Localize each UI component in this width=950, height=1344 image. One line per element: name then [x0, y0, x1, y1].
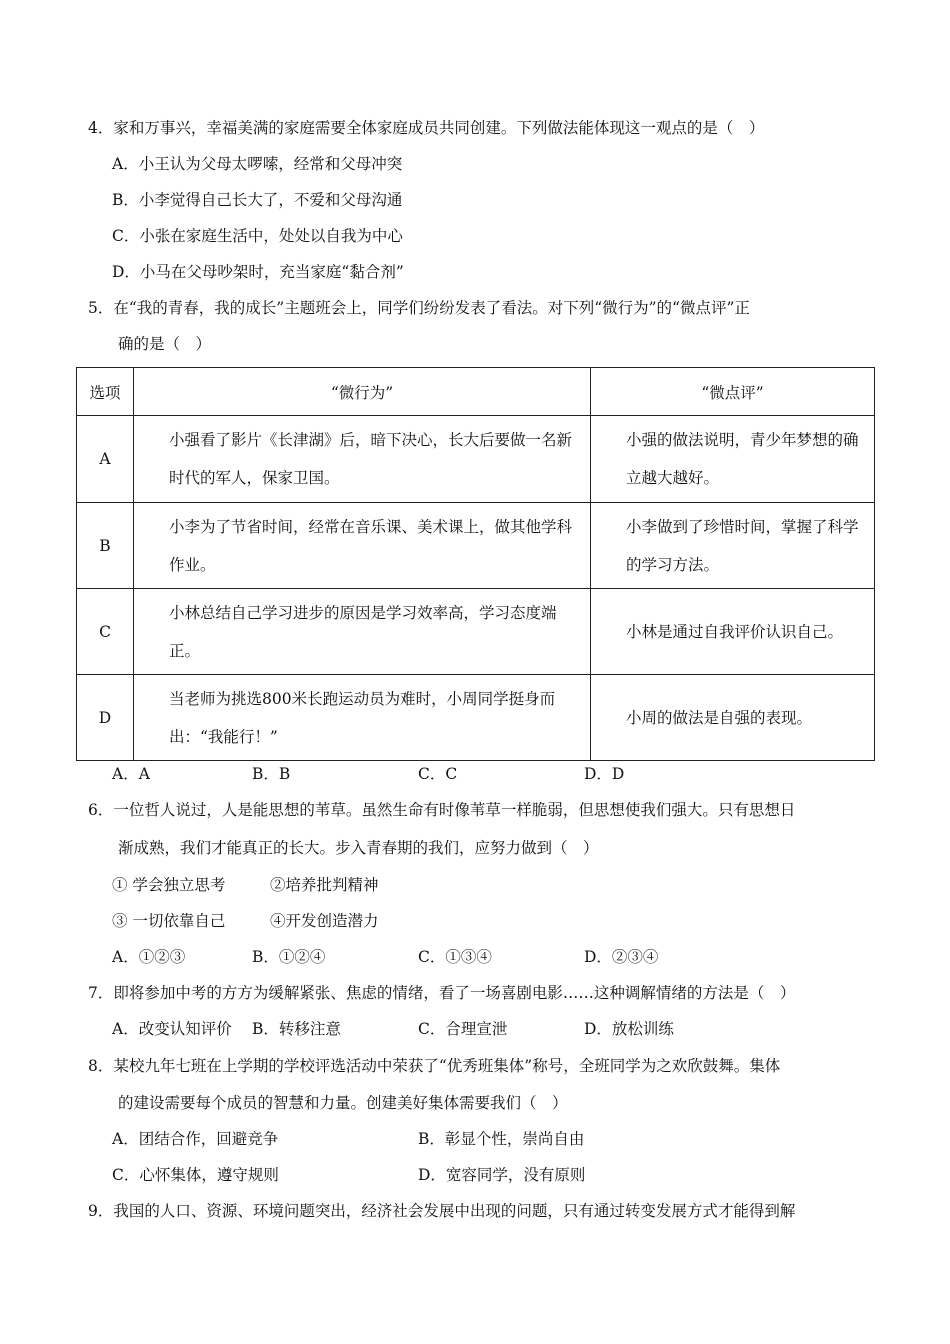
question-5-stem-line2: 确的是（ ）	[118, 335, 212, 353]
table-header-behavior: “微行为”	[134, 368, 591, 416]
table-cell-option: A	[77, 416, 134, 503]
question-6-stem-line2: 渐成熟，我们才能真正的长大。步入青春期的我们，应努力做到（ ）	[118, 839, 599, 857]
question-6-option-b: B．①②④	[252, 948, 326, 966]
question-6-item-4: ④开发创造潜力	[270, 912, 379, 930]
table-header-row	[77, 368, 875, 416]
question-7-option-d: D．放松训练	[584, 1020, 674, 1038]
table-header-option: 选项	[77, 368, 134, 416]
question-8-option-d: D．宽容同学，没有原则	[418, 1166, 586, 1184]
table-header-comment: “微点评”	[591, 368, 875, 416]
question-5-stem-line1: 5．在“我的青春，我的成长”主题班会上，同学们纷纷发表了看法。对下列“微行为”的“微点评”正	[88, 299, 750, 317]
table-cell-behavior: 小李为了节省时间，经常在音乐课、美术课上，做其他学科作业。	[134, 503, 591, 589]
question-7-option-b: B．转移注意	[252, 1020, 341, 1038]
question-8-option-c: C．心怀集体，遵守规则	[112, 1166, 279, 1184]
question-5-table	[76, 367, 875, 761]
question-6-item-2: ②培养批判精神	[270, 876, 379, 894]
table-row	[77, 589, 875, 675]
question-6-option-a: A．①②③	[112, 948, 186, 966]
question-6-item-3: ③ 一切依靠自己	[112, 912, 226, 930]
table-cell-comment: 小林是通过自我评价认识自己。	[591, 589, 875, 675]
question-5-option-b: B．B	[252, 765, 291, 783]
question-8-option-b: B．彰显个性，崇尚自由	[418, 1130, 585, 1148]
table-row	[77, 503, 875, 589]
question-7-stem: 7．即将参加中考的方方为缓解紧张、焦虑的情绪，看了一场喜剧电影……这种调解情绪的方法是（ ）	[88, 984, 796, 1002]
table-row	[77, 675, 875, 761]
table-cell-option: C	[77, 589, 134, 675]
table-cell-behavior: 小林总结自己学习进步的原因是学习效率高，学习态度端正。	[134, 589, 591, 675]
question-8-stem-line2: 的建设需要每个成员的智慧和力量。创建美好集体需要我们（ ）	[118, 1094, 568, 1112]
question-4-option-b: B．小李觉得自己长大了，不爱和父母沟通	[112, 191, 403, 209]
question-8-stem-line1: 8．某校九年七班在上学期的学校评选活动中荣获了“优秀班集体”称号，全班同学为之欢欣鼓舞。集体	[88, 1057, 781, 1075]
question-6-stem-line1: 6．一位哲人说过，人是能思想的苇草。虽然生命有时像苇草一样脆弱，但思想使我们强大。只有思想日	[88, 801, 796, 819]
question-9-stem-line1: 9．我国的人口、资源、环境问题突出，经济社会发展中出现的问题，只有通过转变发展方式才能得到解	[88, 1202, 796, 1220]
table-row	[77, 416, 875, 503]
question-6-option-c: C．①③④	[418, 948, 492, 966]
question-5-option-a: A．A	[112, 765, 150, 783]
question-4-option-a: A．小王认为父母太啰嗦，经常和父母冲突	[112, 155, 403, 173]
question-4-option-c: C．小张在家庭生活中，处处以自我为中心	[112, 227, 403, 245]
question-4-option-d: D．小马在父母吵架时，充当家庭“黏合剂”	[112, 263, 404, 281]
table-cell-behavior: 当老师为挑选800米长跑运动员为难时，小周同学挺身而出：“我能行！”	[134, 675, 591, 761]
question-5-option-d: D．D	[584, 765, 625, 783]
question-7-option-c: C．合理宣泄	[418, 1020, 508, 1038]
table-cell-behavior: 小强看了影片《长津湖》后，暗下决心，长大后要做一名新时代的军人，保家卫国。	[134, 416, 591, 503]
table-cell-comment: 小强的做法说明，青少年梦想的确立越大越好。	[591, 416, 875, 503]
question-6-item-1: ① 学会独立思考	[112, 876, 226, 894]
question-4-stem: 4．家和万事兴，幸福美满的家庭需要全体家庭成员共同创建。下列做法能体现这一观点的是（ ）	[88, 119, 765, 137]
question-5-option-c: C．C	[418, 765, 458, 783]
question-8-option-a: A．团结合作，回避竞争	[112, 1130, 279, 1148]
table-cell-comment: 小李做到了珍惜时间，掌握了科学的学习方法。	[591, 503, 875, 589]
question-7-option-a: A．改变认知评价	[112, 1020, 232, 1038]
table-cell-option: D	[77, 675, 134, 761]
question-6-option-d: D．②③④	[584, 948, 659, 966]
table-cell-option: B	[77, 503, 134, 589]
table-cell-comment: 小周的做法是自强的表现。	[591, 675, 875, 761]
